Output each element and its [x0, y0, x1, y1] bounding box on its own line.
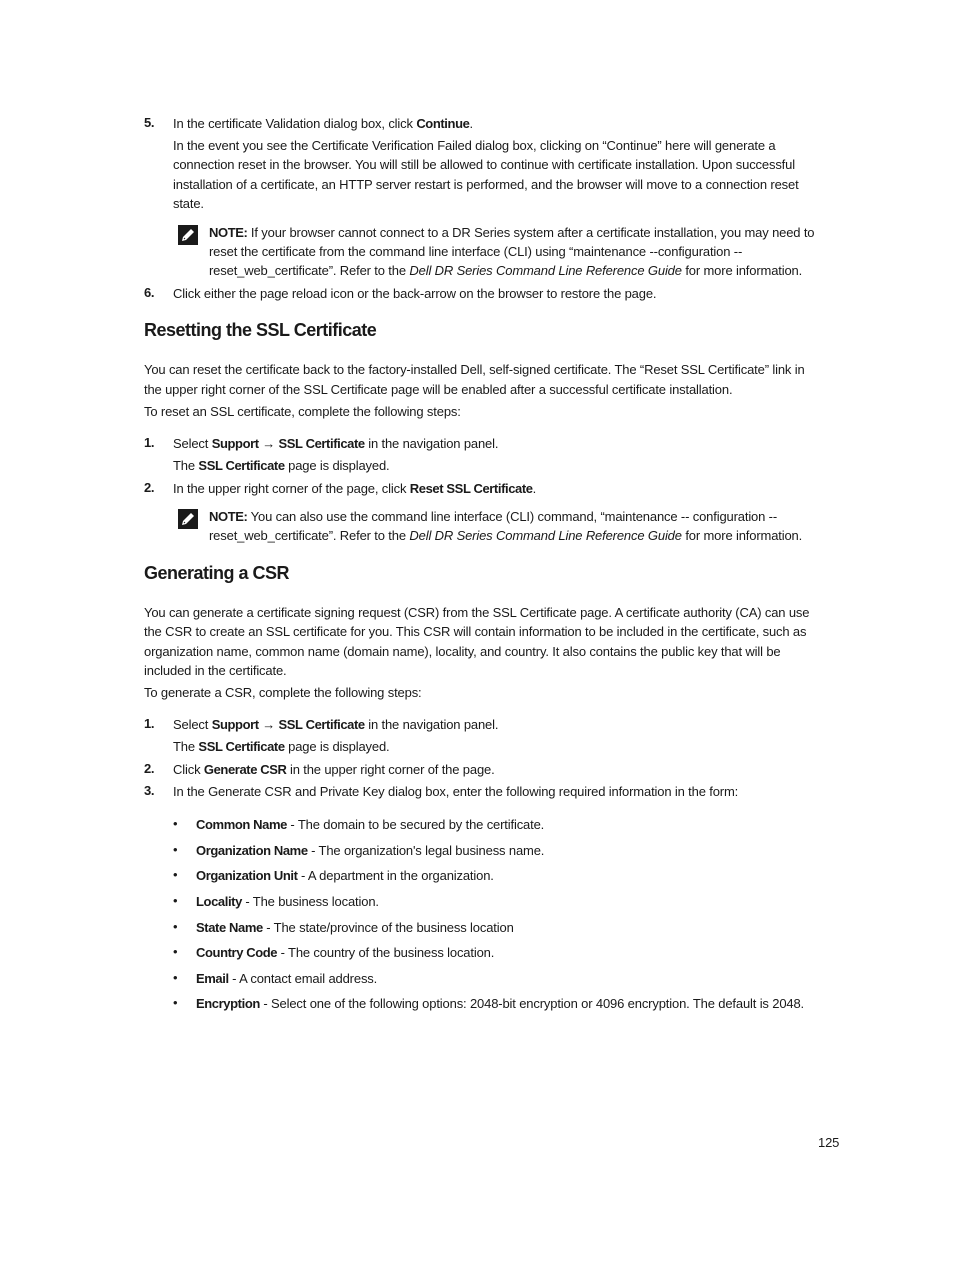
guide-title: Dell DR Series Command Line Reference Guide	[409, 263, 682, 278]
step-text-post: in the upper right corner of the page.	[286, 762, 495, 777]
paragraph-line: state.	[173, 196, 204, 211]
ui-term: Support	[211, 436, 259, 451]
list-item	[196, 841, 544, 861]
note-label: NOTE:	[209, 225, 248, 240]
bullet-glyph: •	[173, 842, 178, 857]
list-item	[196, 866, 494, 886]
note-label: NOTE:	[209, 509, 248, 524]
note-text: You can also use the command line interface (CLI) command, “maintenance -- configuration --	[247, 509, 778, 524]
step-text	[173, 114, 473, 134]
guide-title: Dell DR Series Command Line Reference Guide	[409, 528, 682, 543]
bullet-glyph: •	[173, 995, 178, 1010]
field-description: - The domain to be secured by the certificate.	[286, 817, 545, 832]
step-text-post: page is displayed.	[284, 739, 390, 754]
field-name: Organization Unit	[196, 868, 298, 883]
list-item	[196, 892, 379, 912]
step-number: 2.	[144, 480, 155, 495]
step-number: 6.	[144, 285, 155, 300]
step-text-pre: Click	[173, 762, 204, 777]
field-name: Locality	[196, 894, 242, 909]
step-text-pre: In the certificate Validation dialog box, click	[173, 116, 417, 131]
step-text	[173, 760, 495, 780]
step-text-pre: Select	[173, 717, 212, 732]
paragraph-line: the upper right corner of the SSL Certificate page will be enabled after a successful certificate installation.	[144, 382, 733, 397]
step-text: In the Generate CSR and Private Key dialog box, enter the following required information in the form:	[173, 784, 739, 799]
note-line	[209, 526, 802, 546]
ui-term: Generate CSR	[203, 762, 287, 777]
field-description: - The state/province of the business location	[262, 920, 514, 935]
field-name: Country Code	[196, 945, 278, 960]
field-name: Encryption	[196, 996, 260, 1011]
step-result	[173, 737, 390, 757]
step-number: 3.	[144, 783, 155, 798]
step-text-pre: In the upper right corner of the page, click	[173, 481, 410, 496]
arrow-glyph: →	[258, 436, 279, 451]
note-line: reset the certificate from the command line interface (CLI) using “maintenance --configuration --	[209, 244, 743, 259]
paragraph-line: connection reset in the browser. You will still be allowed to continue with certificate installation. Upon successful	[173, 157, 795, 172]
bullet-glyph: •	[173, 970, 178, 985]
list-item	[196, 918, 514, 938]
field-name: Email	[196, 971, 229, 986]
paragraph-line: You can reset the certificate back to the factory-installed Dell, self-signed certificate. The “Reset SSL Certificate” link in	[144, 362, 805, 377]
step-result	[173, 456, 390, 476]
ui-term: SSL Certificate	[198, 739, 285, 754]
paragraph-line: organization name, common name (domain name), locality, and country. It also contains the public key that will be	[144, 644, 781, 659]
field-description: - The business location.	[241, 894, 379, 909]
ui-term: Support	[211, 717, 259, 732]
paragraph-line: the CSR to create an SSL certificate for you. This CSR will contain information to be included in the certificate, such as	[144, 624, 807, 639]
paragraph-line: installation of a certificate, an HTTP server restart is performed, and the browser will move to a connection reset	[173, 177, 799, 192]
paragraph-line: included in the certificate.	[144, 663, 287, 678]
paragraph-line: You can generate a certificate signing request (CSR) from the SSL Certificate page. A certificate authority (CA) can use	[144, 605, 810, 620]
note-text: for more information.	[681, 528, 803, 543]
paragraph-line: In the event you see the Certificate Verification Failed dialog box, clicking on “Continue” here will generate a	[173, 138, 776, 153]
section-heading: Generating a CSR	[144, 563, 290, 583]
step-text-post: in the navigation panel.	[364, 717, 499, 732]
bullet-glyph: •	[173, 893, 178, 908]
field-description: - Select one of the following options: 2048-bit encryption or 4096 encryption. The default is 2048.	[259, 996, 805, 1011]
note-line	[209, 223, 814, 243]
note-text: reset_web_certificate”. Refer to the	[209, 263, 410, 278]
step-text-post: .	[532, 481, 537, 496]
step-text-post: page is displayed.	[284, 458, 390, 473]
step-text	[173, 479, 536, 499]
step-number: 1.	[144, 435, 155, 450]
step-text: Click either the page reload icon or the back-arrow on the browser to restore the page.	[173, 286, 657, 301]
list-item	[196, 943, 494, 963]
ui-term: Reset SSL Certificate	[409, 481, 533, 496]
step-text	[173, 715, 498, 735]
note-pencil-icon	[178, 225, 198, 245]
step-text-post: .	[469, 116, 473, 131]
procedure-intro: To generate a CSR, complete the following steps:	[144, 685, 422, 700]
field-description: - A department in the organization.	[297, 868, 494, 883]
arrow-glyph: →	[258, 717, 279, 732]
note-line	[209, 261, 802, 281]
step-text	[173, 434, 498, 454]
step-number: 5.	[144, 115, 155, 130]
bullet-glyph: •	[173, 867, 178, 882]
step-text-pre: The	[173, 458, 199, 473]
note-text: for more information.	[681, 263, 803, 278]
section-heading: Resetting the SSL Certificate	[144, 320, 377, 340]
step-text-post: in the navigation panel.	[364, 436, 499, 451]
field-description: - The country of the business location.	[277, 945, 495, 960]
field-description: - A contact email address.	[228, 971, 378, 986]
bullet-glyph: •	[173, 944, 178, 959]
list-item	[196, 969, 377, 989]
bullet-glyph: •	[173, 816, 178, 831]
list-item	[196, 994, 804, 1014]
ui-term: Continue	[416, 116, 470, 131]
procedure-intro: To reset an SSL certificate, complete the following steps:	[144, 404, 461, 419]
step-number: 1.	[144, 716, 155, 731]
bullet-glyph: •	[173, 919, 178, 934]
field-name: Organization Name	[196, 843, 308, 858]
field-name: State Name	[196, 920, 263, 935]
ui-term: SSL Certificate	[278, 717, 365, 732]
step-number: 2.	[144, 761, 155, 776]
note-pencil-icon	[178, 509, 198, 529]
field-name: Common Name	[196, 817, 287, 832]
step-text-pre: Select	[173, 436, 212, 451]
note-text: reset_web_certificate”. Refer to the	[209, 528, 410, 543]
field-description: - The organization's legal business name.	[307, 843, 545, 858]
page-number: 125	[818, 1135, 840, 1150]
step-text-pre: The	[173, 739, 199, 754]
note-text: If your browser cannot connect to a DR Series system after a certificate installation, you may need to	[247, 225, 815, 240]
ui-term: SSL Certificate	[198, 458, 285, 473]
ui-term: SSL Certificate	[278, 436, 365, 451]
list-item	[196, 815, 544, 835]
note-line	[209, 507, 777, 527]
